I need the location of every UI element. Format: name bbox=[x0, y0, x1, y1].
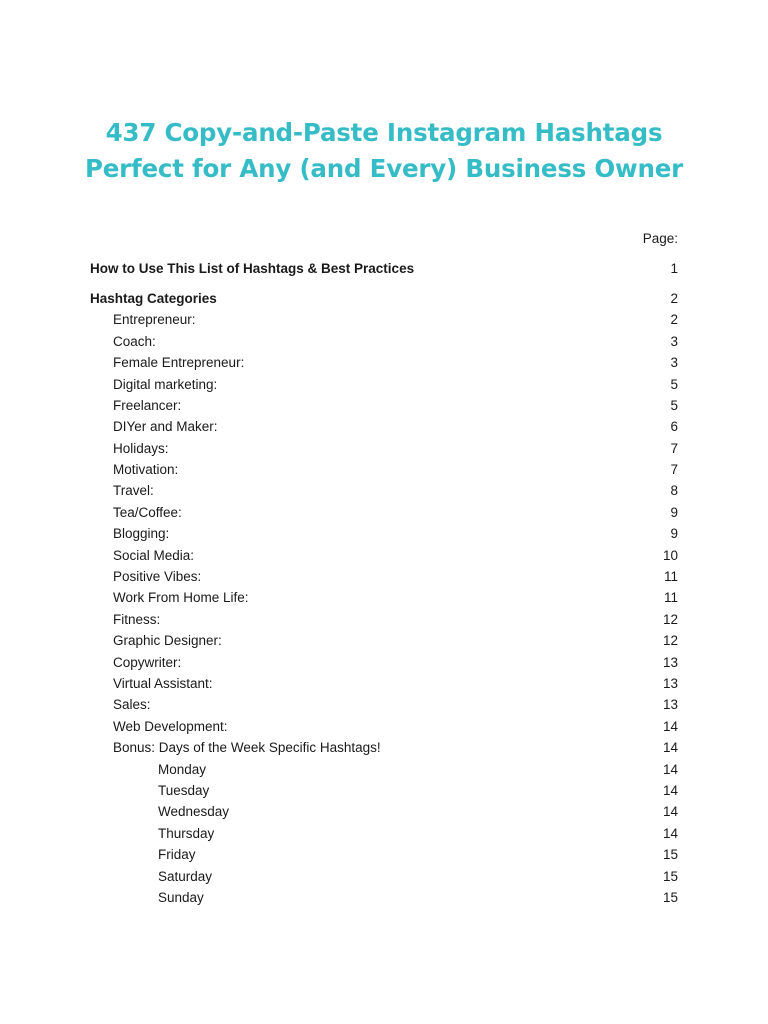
toc-entry-page-number: 7 bbox=[670, 462, 678, 478]
toc-category-entry[interactable] bbox=[90, 374, 678, 395]
toc-day-entry[interactable] bbox=[90, 823, 678, 844]
toc-entry-page-number: 5 bbox=[670, 376, 678, 392]
toc-category-entry[interactable] bbox=[90, 459, 678, 480]
toc-entry-page-number: 13 bbox=[662, 676, 678, 691]
toc-entry-page-number: 10 bbox=[662, 547, 678, 563]
toc-entry-page-number: 12 bbox=[662, 611, 678, 627]
toc-category-entry[interactable] bbox=[90, 587, 678, 608]
toc-category-entry[interactable] bbox=[90, 331, 678, 352]
toc-entry-label: Digital marketing: bbox=[113, 376, 218, 392]
toc-entry-page-number: 14 bbox=[662, 718, 678, 734]
toc-day-entry[interactable] bbox=[90, 780, 678, 801]
toc-entry-page-number: 11 bbox=[663, 569, 678, 585]
toc-category-entry[interactable] bbox=[90, 673, 678, 694]
toc-entry-label: Thursday bbox=[158, 825, 215, 841]
toc-category-entry[interactable] bbox=[90, 737, 678, 758]
toc-entry-label: Graphic Designer: bbox=[113, 633, 222, 649]
toc-entry-page-number: 14 bbox=[662, 761, 678, 777]
toc-category-entry[interactable] bbox=[90, 716, 678, 737]
toc-category-entry[interactable] bbox=[90, 609, 678, 630]
toc-entry-label: Sales: bbox=[113, 697, 151, 713]
toc-entry-page-number: 3 bbox=[670, 333, 678, 349]
toc-category-entry[interactable] bbox=[90, 438, 678, 459]
toc-entry-page-number: 2 bbox=[670, 290, 678, 306]
toc-entry-page-number: 15 bbox=[662, 889, 678, 905]
toc-entry-label: Holidays: bbox=[113, 440, 169, 456]
toc-category-entry[interactable] bbox=[90, 480, 678, 501]
toc-entry-label: Saturday bbox=[158, 868, 213, 884]
toc-entry-label: Female Entrepreneur: bbox=[113, 355, 245, 371]
toc-entry-label: Friday bbox=[158, 847, 196, 863]
toc-category-entry[interactable] bbox=[90, 566, 678, 587]
toc-entry-page-number: 7 bbox=[670, 440, 678, 456]
toc-entry-page-number: 2 bbox=[670, 312, 678, 328]
toc-entry-label: Social Media: bbox=[113, 547, 195, 563]
toc-entry-label: Copywriter: bbox=[113, 654, 182, 670]
toc-entry-label: Tea/Coffee: bbox=[113, 504, 182, 520]
toc-category-entry[interactable] bbox=[90, 502, 678, 523]
toc-entry-page-number: 13 bbox=[662, 654, 678, 670]
toc-category-entry[interactable] bbox=[90, 630, 678, 651]
document-title bbox=[0, 115, 768, 187]
toc-entry-page-number: 15 bbox=[662, 847, 678, 863]
toc-day-entry[interactable] bbox=[90, 801, 678, 822]
toc-entry-page-number: 14 bbox=[662, 825, 678, 841]
toc-day-entry[interactable] bbox=[90, 759, 678, 780]
toc-entry-page-number: 1 bbox=[670, 260, 678, 276]
toc-entry-label: Coach: bbox=[113, 333, 156, 349]
title-line-1: 437 Copy-and-Paste Instagram Hashtags bbox=[105, 118, 663, 147]
toc-entry-label: Freelancer: bbox=[113, 397, 182, 413]
toc-entry-label: Work From Home Life: bbox=[113, 590, 249, 606]
toc-entry-page-number: 11 bbox=[663, 590, 678, 606]
toc-entry-label: Wednesday bbox=[158, 804, 230, 820]
toc-section-entry[interactable] bbox=[90, 258, 678, 279]
toc-entry-page-number: 6 bbox=[670, 419, 678, 435]
title-line-2: Perfect for Any (and Every) Business Owner bbox=[84, 154, 684, 183]
toc-day-entry[interactable] bbox=[90, 866, 678, 887]
toc-entry-page-number: 5 bbox=[670, 397, 678, 413]
toc-category-entry[interactable] bbox=[90, 694, 678, 715]
toc-entry-page-number: 14 bbox=[662, 804, 678, 820]
toc-entry-label: Hashtag Categories bbox=[90, 290, 217, 306]
toc-category-entry[interactable] bbox=[90, 545, 678, 566]
toc-category-entry[interactable] bbox=[90, 395, 678, 416]
toc-entry-page-number: 8 bbox=[670, 483, 678, 499]
toc-entry-label: Sunday bbox=[158, 889, 204, 905]
toc-page-header-row bbox=[90, 228, 678, 249]
toc-entry-label: Bonus: Days of the Week Specific Hashtags! bbox=[113, 740, 381, 756]
toc-entry-label: Web Development: bbox=[113, 718, 228, 734]
toc-category-entry[interactable] bbox=[90, 652, 678, 673]
toc-entry-page-number: 14 bbox=[662, 740, 678, 756]
toc-section-entry[interactable] bbox=[90, 288, 678, 309]
toc-entry-label: Blogging: bbox=[113, 526, 170, 542]
toc-entry-label: How to Use This List of Hashtags & Best Practices bbox=[90, 260, 415, 276]
toc-category-entry[interactable] bbox=[90, 416, 678, 437]
toc-entry-label: Tuesday bbox=[158, 782, 210, 798]
toc-category-entry[interactable] bbox=[90, 352, 678, 373]
toc-entry-label: Travel: bbox=[113, 483, 154, 499]
toc-entry-label: Fitness: bbox=[113, 611, 161, 627]
toc-entry-page-number: 14 bbox=[662, 782, 678, 798]
toc-entry-label: Entrepreneur: bbox=[113, 312, 196, 328]
toc-entry-label: Motivation: bbox=[113, 462, 179, 478]
toc-entry-label: Monday bbox=[158, 761, 207, 777]
toc-entry-page-number: 3 bbox=[670, 355, 678, 371]
toc-entry-page-number: 15 bbox=[662, 868, 678, 884]
toc-day-entry[interactable] bbox=[90, 887, 678, 908]
toc-entry-page-number: 9 bbox=[670, 504, 678, 520]
toc-entry-page-number: 9 bbox=[670, 526, 678, 542]
toc-entry-page-number: 12 bbox=[662, 633, 678, 649]
toc-entry-label: DIYer and Maker: bbox=[113, 419, 218, 435]
toc-page-header: Page: bbox=[642, 231, 678, 246]
toc-entry-label: Positive Vibes: bbox=[113, 569, 202, 585]
toc-entry-label: Virtual Assistant: bbox=[113, 676, 213, 691]
toc-category-entry[interactable] bbox=[90, 523, 678, 544]
toc-day-entry[interactable] bbox=[90, 844, 678, 865]
toc-category-entry[interactable] bbox=[90, 309, 678, 330]
table-of-contents bbox=[90, 228, 678, 908]
toc-entries bbox=[90, 258, 678, 908]
toc-entry-page-number: 13 bbox=[662, 697, 678, 713]
